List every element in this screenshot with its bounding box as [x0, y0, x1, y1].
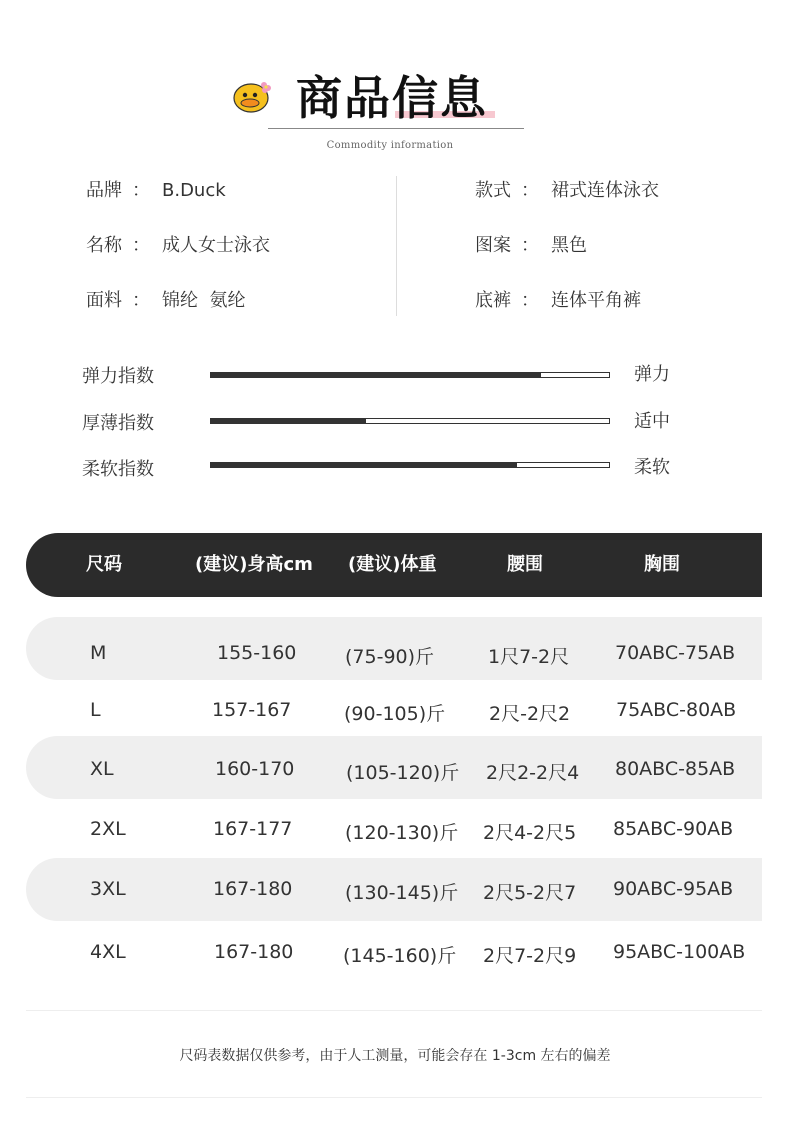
table-cell-waist: 2尺7-2尺9 — [483, 945, 577, 967]
table-cell-size: M — [90, 642, 107, 664]
table-cell-bust: 90ABC-95AB — [613, 878, 734, 900]
column-header-size: 尺码 — [86, 554, 122, 575]
column-header-waist: 腰围 — [507, 554, 543, 575]
page-subtitle: Commodity information — [326, 140, 454, 151]
page-title: 商品信息 — [296, 71, 488, 125]
duck-face-icon — [232, 78, 272, 114]
table-cell-weight: (105-120)斤 — [346, 762, 460, 784]
column-header-weight: (建议)体重 — [348, 554, 437, 575]
elasticity-bar — [210, 372, 610, 378]
info-divider — [396, 176, 397, 316]
elasticity-value: 弹力 — [634, 364, 670, 385]
table-cell-size: 4XL — [90, 941, 126, 963]
info-separator: ： — [521, 180, 539, 201]
table-cell-height: 167-180 — [214, 941, 294, 963]
table-cell-size: L — [90, 699, 101, 721]
info-label: 款式 — [475, 180, 511, 201]
thickness-label: 厚薄指数 — [82, 413, 154, 434]
table-cell-waist: 2尺4-2尺5 — [483, 822, 577, 844]
table-cell-bust: 70ABC-75AB — [615, 642, 736, 664]
info-brand — [86, 176, 226, 202]
table-cell-height: 155-160 — [217, 642, 297, 664]
table-cell-weight: (90-105)斤 — [344, 703, 446, 725]
elasticity-bar-fill — [211, 373, 541, 377]
table-cell-height: 167-177 — [213, 818, 293, 840]
column-header-bust: 胸围 — [644, 554, 680, 575]
info-label: 面料 — [86, 290, 122, 311]
info-separator: ： — [132, 235, 150, 256]
info-label: 底裤 — [475, 290, 511, 311]
table-cell-height: 167-180 — [213, 878, 293, 900]
info-separator: ： — [132, 180, 150, 201]
info-label: 图案 — [475, 235, 511, 256]
info-value: 锦纶 氨纶 — [162, 290, 246, 311]
info-value: 连体平角裤 — [551, 290, 641, 311]
softness-value: 柔软 — [634, 457, 670, 478]
table-cell-weight: (145-160)斤 — [343, 945, 457, 967]
table-cell-size: XL — [90, 758, 114, 780]
table-cell-bust: 75ABC-80AB — [616, 699, 737, 721]
info-pattern — [475, 231, 587, 257]
table-cell-size: 3XL — [90, 878, 126, 900]
table-cell-weight: (130-145)斤 — [345, 882, 459, 904]
thickness-bar-fill — [211, 419, 366, 423]
info-name — [86, 231, 270, 257]
table-cell-height: 160-170 — [215, 758, 295, 780]
table-cell-waist: 1尺7-2尺 — [488, 646, 570, 668]
size-table-header — [26, 533, 762, 597]
table-cell-waist: 2尺2-2尺4 — [486, 762, 580, 784]
table-cell-weight: (75-90)斤 — [345, 646, 435, 668]
thickness-value: 适中 — [634, 411, 670, 432]
info-fabric — [86, 286, 245, 312]
size-disclaimer: 尺码表数据仅供参考，由于人工测量，可能会存在 1-3cm 左右的偏差 — [179, 1048, 611, 1064]
info-value: 黑色 — [551, 235, 587, 256]
info-separator: ： — [521, 290, 539, 311]
elasticity-label: 弹力指数 — [82, 366, 154, 387]
table-cell-bust: 95ABC-100AB — [613, 941, 746, 963]
info-separator: ： — [132, 290, 150, 311]
column-header-height: (建议)身高cm — [195, 554, 313, 575]
table-cell-waist: 2尺5-2尺7 — [483, 882, 577, 904]
info-label: 名称 — [86, 235, 122, 256]
table-cell-bust: 80ABC-85AB — [615, 758, 736, 780]
info-style — [475, 176, 659, 202]
footnote-divider-top — [26, 1010, 762, 1011]
info-label: 品牌 — [86, 180, 122, 201]
info-value: B.Duck — [162, 180, 226, 201]
table-cell-height: 157-167 — [212, 699, 292, 721]
title-divider — [268, 128, 524, 129]
table-cell-size: 2XL — [90, 818, 126, 840]
softness-label: 柔软指数 — [82, 459, 154, 480]
softness-bar — [210, 462, 610, 468]
info-bottoms — [475, 286, 641, 312]
thickness-bar — [210, 418, 610, 424]
info-value: 成人女士泳衣 — [162, 235, 270, 256]
softness-bar-fill — [211, 463, 517, 467]
table-cell-weight: (120-130)斤 — [345, 822, 459, 844]
table-cell-waist: 2尺-2尺2 — [489, 703, 571, 725]
info-value: 裙式连体泳衣 — [551, 180, 659, 201]
table-cell-bust: 85ABC-90AB — [613, 818, 734, 840]
info-separator: ： — [521, 235, 539, 256]
footnote-divider-bottom — [26, 1097, 762, 1098]
